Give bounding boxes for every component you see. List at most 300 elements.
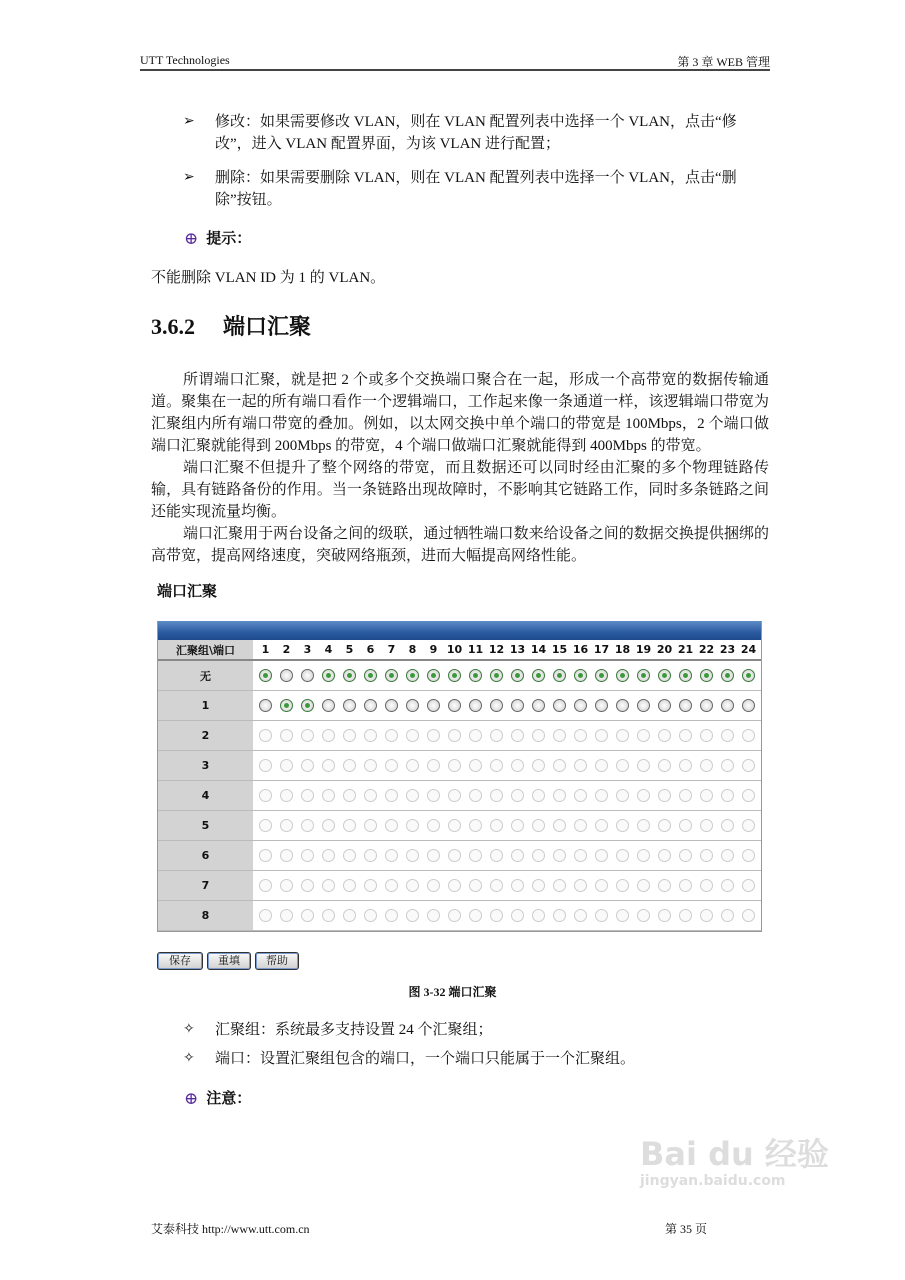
port-radio[interactable] [343, 879, 356, 892]
port-radio[interactable] [280, 669, 293, 682]
port-radio[interactable] [427, 669, 440, 682]
port-radio[interactable] [322, 669, 335, 682]
port-radio[interactable] [490, 699, 503, 712]
port-radio[interactable] [259, 729, 272, 742]
section-heading [151, 313, 769, 341]
port-radio[interactable] [595, 729, 608, 742]
port-radio[interactable] [280, 819, 293, 832]
port-radio[interactable] [406, 849, 419, 862]
table-row [158, 901, 761, 931]
port-radio[interactable] [343, 789, 356, 802]
port-radio[interactable] [574, 699, 587, 712]
table-row [158, 721, 761, 751]
port-radio[interactable] [511, 849, 524, 862]
port-radio[interactable] [700, 729, 713, 742]
port-radio[interactable] [301, 789, 314, 802]
crosshair-icon: ⊕ [184, 229, 199, 248]
port-radio[interactable] [322, 879, 335, 892]
port-radio[interactable] [742, 669, 755, 682]
port-radio[interactable] [721, 819, 734, 832]
section-title: 端口汇聚 [223, 314, 312, 339]
port-radio[interactable] [616, 759, 629, 772]
port-radio[interactable] [616, 849, 629, 862]
port-radio[interactable] [511, 879, 524, 892]
port-radio[interactable] [700, 789, 713, 802]
port-radio[interactable] [574, 819, 587, 832]
port-radio[interactable] [385, 819, 398, 832]
port-radio[interactable] [595, 789, 608, 802]
port-header: 13 [509, 643, 526, 656]
port-radio[interactable] [637, 819, 650, 832]
port-radio[interactable] [721, 729, 734, 742]
group-label: 6 [158, 841, 253, 870]
port-radio[interactable] [259, 879, 272, 892]
port-radio[interactable] [385, 789, 398, 802]
arrow-bullet-icon: ➢ [183, 170, 195, 185]
port-radio[interactable] [448, 729, 461, 742]
port-radio[interactable] [700, 819, 713, 832]
port-header: 1 [261, 643, 270, 656]
port-radio[interactable] [301, 909, 314, 922]
bullet-item [151, 1019, 769, 1041]
port-radio[interactable] [259, 789, 272, 802]
port-header: 2 [282, 643, 291, 656]
port-radio[interactable] [679, 669, 692, 682]
port-radio[interactable] [301, 759, 314, 772]
port-radio[interactable] [532, 789, 545, 802]
port-radio[interactable] [679, 819, 692, 832]
port-radio[interactable] [322, 729, 335, 742]
help-button[interactable]: 帮助 [255, 952, 299, 970]
port-radio[interactable] [427, 729, 440, 742]
table-row [158, 811, 761, 841]
port-radio[interactable] [721, 759, 734, 772]
port-radio[interactable] [700, 849, 713, 862]
header-chapter: 第 3 章 WEB 管理 [677, 55, 770, 69]
port-radio[interactable] [280, 759, 293, 772]
port-radio[interactable] [742, 849, 755, 862]
crosshair-icon: ⊕ [184, 1089, 199, 1108]
port-radio[interactable] [385, 909, 398, 922]
port-radio[interactable] [448, 909, 461, 922]
port-radio[interactable] [490, 849, 503, 862]
port-radio[interactable] [658, 909, 671, 922]
port-radio[interactable] [742, 879, 755, 892]
save-button[interactable]: 保存 [157, 952, 203, 970]
port-radio[interactable] [721, 789, 734, 802]
port-radio[interactable] [364, 849, 377, 862]
port-radio[interactable] [259, 699, 272, 712]
port-radio[interactable] [553, 849, 566, 862]
port-header: 19 [635, 643, 652, 656]
port-radio[interactable] [259, 819, 272, 832]
port-radio[interactable] [679, 729, 692, 742]
port-radio[interactable] [427, 909, 440, 922]
port-radio[interactable] [385, 759, 398, 772]
port-radio[interactable] [553, 819, 566, 832]
port-header: 24 [740, 643, 757, 656]
port-radio[interactable] [574, 909, 587, 922]
port-radio[interactable] [637, 789, 650, 802]
port-header: 16 [572, 643, 589, 656]
port-radio[interactable] [574, 729, 587, 742]
port-radio[interactable] [385, 699, 398, 712]
port-radio[interactable] [511, 819, 524, 832]
bullet-item [151, 1048, 769, 1070]
port-radio[interactable] [385, 849, 398, 862]
port-radio[interactable] [301, 669, 314, 682]
port-radio[interactable] [553, 699, 566, 712]
port-radio[interactable] [490, 669, 503, 682]
port-header: 15 [551, 643, 568, 656]
port-radio[interactable] [511, 669, 524, 682]
port-radio[interactable] [616, 729, 629, 742]
port-radio[interactable] [406, 819, 419, 832]
bullet-item [151, 167, 769, 211]
table-row [158, 871, 761, 901]
port-radio[interactable] [280, 849, 293, 862]
port-header: 11 [467, 643, 484, 656]
port-radio[interactable] [364, 789, 377, 802]
port-radio[interactable] [595, 759, 608, 772]
port-radio[interactable] [259, 669, 272, 682]
port-radio[interactable] [280, 729, 293, 742]
group-label: 1 [158, 691, 253, 720]
port-radio[interactable] [679, 909, 692, 922]
port-radio[interactable] [469, 789, 482, 802]
port-aggregation-table [157, 621, 762, 932]
port-radio[interactable] [427, 879, 440, 892]
port-radio[interactable] [280, 909, 293, 922]
group-label: 7 [158, 871, 253, 900]
port-radio[interactable] [469, 909, 482, 922]
note-heading [151, 1088, 769, 1110]
port-radio[interactable] [721, 849, 734, 862]
group-label: 2 [158, 721, 253, 750]
port-radio[interactable] [700, 759, 713, 772]
port-radio[interactable] [616, 879, 629, 892]
port-radio[interactable] [301, 849, 314, 862]
port-radio[interactable] [490, 759, 503, 772]
port-radio[interactable] [721, 879, 734, 892]
port-radio[interactable] [406, 909, 419, 922]
port-radio[interactable] [427, 699, 440, 712]
arrow-bullet-icon: ➢ [183, 114, 195, 129]
port-radio[interactable] [385, 879, 398, 892]
group-label: 8 [158, 901, 253, 930]
port-radio[interactable] [490, 879, 503, 892]
port-radio[interactable] [469, 699, 482, 712]
table-title-bar [158, 621, 761, 640]
port-radio[interactable] [259, 759, 272, 772]
table-row [158, 661, 761, 691]
port-radio[interactable] [490, 819, 503, 832]
port-radio[interactable] [301, 879, 314, 892]
port-radio[interactable] [448, 759, 461, 772]
port-radio[interactable] [385, 729, 398, 742]
footer-page: 第 35 页 [665, 1222, 708, 1236]
port-radio[interactable] [637, 729, 650, 742]
port-radio[interactable] [658, 849, 671, 862]
port-header: 14 [530, 643, 547, 656]
port-radio[interactable] [553, 909, 566, 922]
port-radio[interactable] [553, 729, 566, 742]
port-radio[interactable] [343, 729, 356, 742]
port-radio[interactable] [448, 669, 461, 682]
port-radio[interactable] [742, 759, 755, 772]
port-radio[interactable] [679, 789, 692, 802]
port-radio[interactable] [469, 729, 482, 742]
port-radio[interactable] [343, 669, 356, 682]
diamond-bullet-icon: ✧ [183, 1022, 195, 1037]
port-radio[interactable] [721, 699, 734, 712]
section-number: 3.6.2 [151, 314, 195, 339]
port-radio[interactable] [595, 909, 608, 922]
port-header: 17 [593, 643, 610, 656]
port-radio[interactable] [364, 669, 377, 682]
group-label: 5 [158, 811, 253, 840]
port-radio[interactable] [616, 789, 629, 802]
port-radio[interactable] [469, 669, 482, 682]
port-radio[interactable] [532, 699, 545, 712]
port-radio[interactable] [448, 699, 461, 712]
port-radio[interactable] [406, 729, 419, 742]
port-radio[interactable] [448, 849, 461, 862]
port-radio[interactable] [427, 759, 440, 772]
port-radio[interactable] [343, 849, 356, 862]
port-radio[interactable] [574, 759, 587, 772]
port-radio[interactable] [637, 849, 650, 862]
port-radio[interactable] [322, 819, 335, 832]
port-radio[interactable] [427, 849, 440, 862]
port-radio[interactable] [301, 699, 314, 712]
port-radio[interactable] [532, 669, 545, 682]
port-radio[interactable] [532, 909, 545, 922]
port-radio[interactable] [364, 759, 377, 772]
port-radio[interactable] [595, 699, 608, 712]
port-radio[interactable] [700, 699, 713, 712]
paragraph: 端口汇聚不但提升了整个网络的带宽，而且数据还可以同时经由汇聚的多个物理链路传输，具有链路备份的作用。当一条链路出现故障时，不影响其它链路工作，同时多条链路之间还能实现流量均衡。 [151, 460, 769, 520]
port-radio[interactable] [322, 849, 335, 862]
port-radio[interactable] [553, 669, 566, 682]
port-radio[interactable] [406, 789, 419, 802]
port-radio[interactable] [532, 879, 545, 892]
port-radio[interactable] [406, 699, 419, 712]
button-bar [157, 952, 769, 970]
group-label: 4 [158, 781, 253, 810]
port-radio[interactable] [658, 729, 671, 742]
port-radio[interactable] [679, 849, 692, 862]
port-radio[interactable] [448, 789, 461, 802]
port-radio[interactable] [280, 879, 293, 892]
watermark-logo: Bai du 经验 [640, 1135, 829, 1173]
port-radio[interactable] [469, 849, 482, 862]
port-radio[interactable] [574, 789, 587, 802]
port-radio[interactable] [259, 849, 272, 862]
port-header: 9 [429, 643, 438, 656]
port-radio[interactable] [637, 669, 650, 682]
port-radio[interactable] [637, 759, 650, 772]
port-radio[interactable] [616, 909, 629, 922]
table-row [158, 691, 761, 721]
port-radio[interactable] [511, 759, 524, 772]
port-radio[interactable] [553, 759, 566, 772]
port-radio[interactable] [322, 909, 335, 922]
port-radio[interactable] [532, 819, 545, 832]
baidu-watermark [640, 1135, 829, 1189]
port-radio[interactable] [658, 789, 671, 802]
port-radio[interactable] [742, 909, 755, 922]
port-radio[interactable] [721, 669, 734, 682]
port-radio[interactable] [511, 789, 524, 802]
port-radio[interactable] [280, 789, 293, 802]
bullet-group: 汇聚组：系统最多支持设置 24 个汇聚组； [215, 1022, 493, 1038]
port-radio[interactable] [616, 699, 629, 712]
port-header: 5 [345, 643, 354, 656]
port-radio[interactable] [532, 759, 545, 772]
group-label: 3 [158, 751, 253, 780]
group-label: 无 [158, 661, 253, 690]
port-radio[interactable] [469, 819, 482, 832]
port-radio[interactable] [343, 699, 356, 712]
port-radio[interactable] [343, 759, 356, 772]
port-radio[interactable] [364, 699, 377, 712]
port-radio[interactable] [616, 819, 629, 832]
bullet-item [151, 111, 769, 155]
port-radio[interactable] [427, 819, 440, 832]
port-radio[interactable] [700, 669, 713, 682]
port-radio[interactable] [364, 879, 377, 892]
port-radio[interactable] [658, 759, 671, 772]
port-radio[interactable] [511, 909, 524, 922]
table-row [158, 751, 761, 781]
port-radio[interactable] [364, 819, 377, 832]
port-radio[interactable] [574, 849, 587, 862]
port-radio[interactable] [595, 879, 608, 892]
port-radio[interactable] [637, 909, 650, 922]
port-radio[interactable] [637, 699, 650, 712]
port-radio[interactable] [511, 729, 524, 742]
port-radio[interactable] [742, 699, 755, 712]
paragraph: 所谓端口汇聚，就是把 2 个或多个交换端口聚合在一起，形成一个高带宽的数据传输通道。聚集在一起的所有端口看作一个逻辑端口，工作起来像一条通道一样，该逻辑端口带宽为汇聚组内所有端口带宽的叠加。例如，以太网交换中单个端口的带宽是 100Mbps，2 个端口做端口汇聚就能得到 200Mbps 的带宽，4 个端口做端口汇聚就能得到 400Mbps 的带宽。 [151, 372, 769, 454]
port-radio[interactable] [406, 879, 419, 892]
port-header: 3 [303, 643, 312, 656]
port-radio[interactable] [700, 909, 713, 922]
port-radio[interactable] [448, 879, 461, 892]
note-label: 注意： [206, 1091, 252, 1107]
paragraph: 端口汇聚用于两台设备之间的级联，通过牺牲端口数来给设备之间的数据交换提供捆绑的高带宽，提高网络速度，突破网络瓶颈，进而大幅提高网络性能。 [151, 526, 769, 564]
port-header: 8 [408, 643, 417, 656]
port-header: 18 [614, 643, 631, 656]
port-radio[interactable] [490, 789, 503, 802]
port-radio[interactable] [511, 699, 524, 712]
port-radio[interactable] [553, 789, 566, 802]
port-radio[interactable] [658, 819, 671, 832]
port-radio[interactable] [658, 879, 671, 892]
port-radio[interactable] [427, 789, 440, 802]
port-radio[interactable] [700, 879, 713, 892]
diamond-bullet-icon: ✧ [183, 1051, 195, 1066]
port-radio[interactable] [721, 909, 734, 922]
port-radio[interactable] [469, 759, 482, 772]
port-radio[interactable] [679, 699, 692, 712]
port-radio[interactable] [679, 879, 692, 892]
port-radio[interactable] [532, 849, 545, 862]
reset-button[interactable]: 重填 [207, 952, 251, 970]
port-radio[interactable] [595, 669, 608, 682]
port-radio[interactable] [658, 699, 671, 712]
footer-company: 艾泰科技 http://www.utt.com.cn [151, 1222, 310, 1236]
table-header-row [158, 640, 761, 661]
port-radio[interactable] [574, 879, 587, 892]
watermark-url: jingyan.baidu.com [640, 1173, 786, 1189]
tip-heading [151, 228, 769, 250]
port-radio[interactable] [343, 909, 356, 922]
port-header: 21 [677, 643, 694, 656]
port-radio[interactable] [595, 819, 608, 832]
port-radio[interactable] [364, 729, 377, 742]
port-radio[interactable] [679, 759, 692, 772]
port-radio[interactable] [322, 759, 335, 772]
port-header: 6 [366, 643, 375, 656]
tip-text: 不能删除 VLAN ID 为 1 的 VLAN。 [151, 270, 386, 286]
port-radio[interactable] [259, 909, 272, 922]
port-radio[interactable] [322, 789, 335, 802]
port-header: 23 [719, 643, 736, 656]
port-header: 7 [387, 643, 396, 656]
port-radio[interactable] [343, 819, 356, 832]
page-content [151, 111, 769, 1110]
port-radio[interactable] [742, 729, 755, 742]
port-header: 12 [488, 643, 505, 656]
header-company: UTT Technologies [140, 53, 230, 67]
port-radio[interactable] [448, 819, 461, 832]
port-radio[interactable] [364, 909, 377, 922]
port-header: 10 [446, 643, 463, 656]
port-radio[interactable] [658, 669, 671, 682]
port-radio[interactable] [742, 789, 755, 802]
bullet-delete: 删除：如果需要删除 VLAN，则在 VLAN 配置列表中选择一个 VLAN，点击“删除”按钮。 [215, 170, 737, 208]
port-header: 4 [324, 643, 333, 656]
header-divider [140, 69, 770, 71]
bullet-modify: 修改：如果需要修改 VLAN，则在 VLAN 配置列表中选择一个 VLAN，点击“修改”，进入 VLAN 配置界面，为该 VLAN 进行配置； [215, 114, 737, 152]
port-radio[interactable] [490, 909, 503, 922]
port-radio[interactable] [280, 699, 293, 712]
port-radio[interactable] [595, 849, 608, 862]
port-radio[interactable] [742, 819, 755, 832]
port-radio[interactable] [469, 879, 482, 892]
port-radio[interactable] [532, 729, 545, 742]
port-radio[interactable] [301, 819, 314, 832]
port-radio[interactable] [490, 729, 503, 742]
port-header: 22 [698, 643, 715, 656]
port-radio[interactable] [385, 669, 398, 682]
table-row [158, 781, 761, 811]
port-radio[interactable] [301, 729, 314, 742]
port-radio[interactable] [574, 669, 587, 682]
figure-caption: 图 3-32 端口汇聚 [408, 985, 497, 999]
corner-header: 汇聚组\端口 [158, 640, 253, 659]
port-radio[interactable] [406, 669, 419, 682]
port-header: 20 [656, 643, 673, 656]
port-radio[interactable] [637, 879, 650, 892]
port-radio[interactable] [322, 699, 335, 712]
port-radio[interactable] [553, 879, 566, 892]
port-radio[interactable] [616, 669, 629, 682]
tip-label: 提示： [206, 231, 252, 247]
figure-title: 端口汇聚 [157, 582, 218, 600]
port-radio[interactable] [406, 759, 419, 772]
